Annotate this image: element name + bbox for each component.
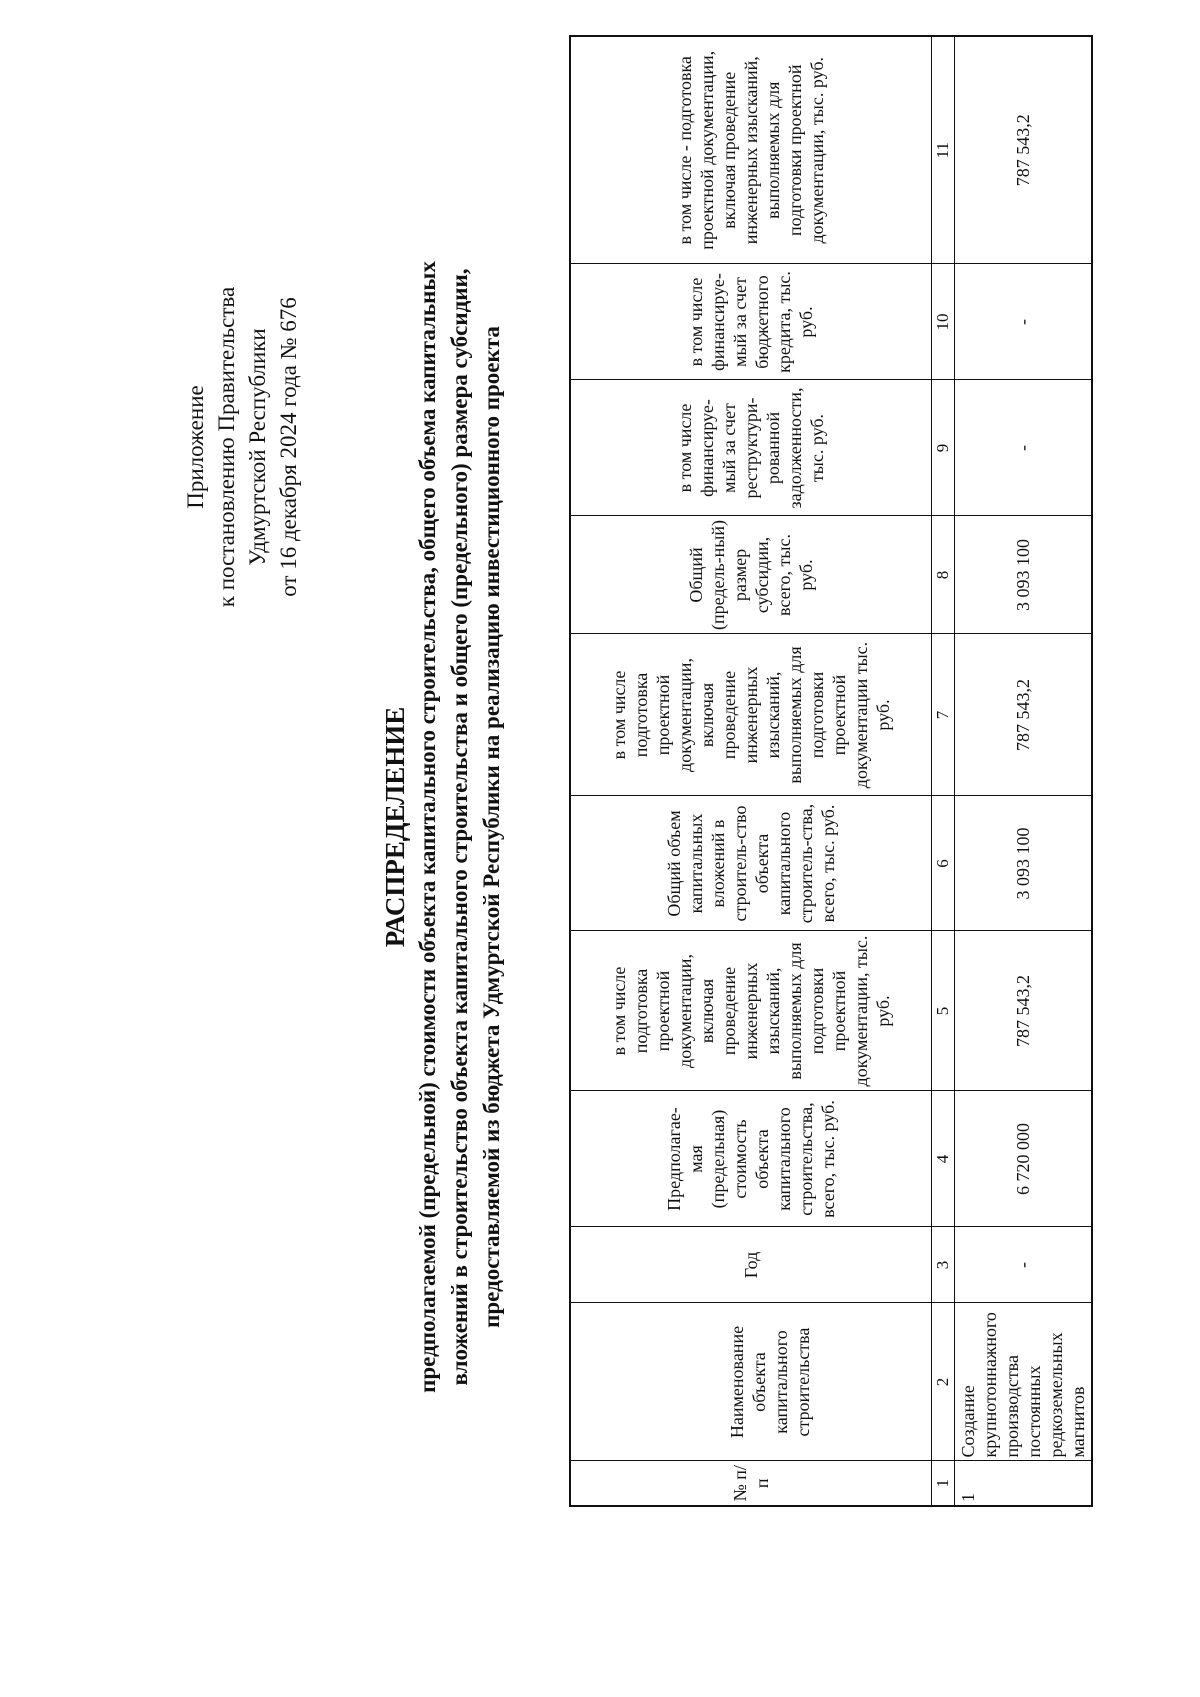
cell-investment-design: 787 543,2 (955, 634, 1093, 796)
header-cell-subsidy-total: Общий (предель-ный) размер субсидии, всего, тыс. руб. (570, 516, 932, 634)
appendix-line: от 16 декабря 2024 года № 676 (276, 297, 301, 597)
column-number: 9 (932, 380, 955, 516)
cell-cost-total: 6 720 000 (955, 1091, 1093, 1227)
cell-subsidy-design: 787 543,2 (955, 36, 1093, 264)
header-cell-subsidy-restructured: в том числе финансируе-мый за счет реструктури-рованной задолженности, тыс. руб. (570, 380, 932, 516)
header-cell-cost-total: Предполагае-мая (предельная) стоимость объекта капитального строительства, всего, тыс. руб. (570, 1091, 932, 1227)
appendix-block (180, 197, 304, 697)
header-cell-year: Год (570, 1227, 932, 1303)
column-number: 7 (932, 634, 955, 796)
document-title (378, 117, 508, 1537)
column-number-row (932, 36, 955, 1506)
column-number: 10 (932, 264, 955, 380)
cell-subsidy-credit: - (955, 264, 1093, 380)
column-number: 5 (932, 931, 955, 1091)
cell-num: 1 (955, 1461, 1093, 1506)
header-cell-num: № п/п (570, 1461, 932, 1506)
appendix-line: Приложение (183, 385, 208, 509)
cell-subsidy-total: 3 093 100 (955, 516, 1093, 634)
cell-year: - (955, 1227, 1093, 1303)
cell-cost-design: 787 543,2 (955, 931, 1093, 1091)
title-line: предоставляемой из бюджета Удмуртской Республики на реализацию инвестиционного проекта (479, 326, 504, 1328)
title-line: предполагаемой (предельной) стоимости объекта капитального строительства, общего объема капитальных (415, 261, 440, 1393)
cell-subsidy-restructured: - (955, 380, 1093, 516)
header-row (570, 36, 932, 1506)
title-line: вложений в строительство объекта капитального строительства и общего (предельного) размера субсидии, (447, 268, 472, 1386)
column-number: 1 (932, 1461, 955, 1506)
column-number: 6 (932, 796, 955, 931)
title-heading: РАСПРЕДЕЛЕНИЕ (380, 706, 410, 948)
table-row (955, 36, 1093, 1506)
appendix-line: к постановлению Правительства (214, 286, 239, 608)
column-number: 8 (932, 516, 955, 634)
column-number: 3 (932, 1227, 955, 1303)
header-cell-subsidy-design: в том числе - подготовка проектной документации, включая проведение инженерных изысканий, выполняемых для подготовки проектной документации, тыс. руб. (570, 36, 932, 264)
header-cell-investment-design: в том числе подготовка проектной документации, включая проведение инженерных изысканий, выполняемых для подготовки проектной документации тыс. руб. (570, 634, 932, 796)
column-number: 2 (932, 1303, 955, 1461)
header-cell-name: Наименование объекта капитального строительства (570, 1303, 932, 1461)
distribution-table (569, 35, 1093, 1507)
appendix-line: Удмуртской Республики (245, 328, 270, 566)
header-cell-subsidy-credit: в том числе финансируе-мый за счет бюджетного кредита, тыс. руб. (570, 264, 932, 380)
header-cell-cost-design: в том числе подготовка проектной документации, включая проведение инженерных изысканий, выполняемых для подготовки проектной документации, тыс. руб. (570, 931, 932, 1091)
column-number: 4 (932, 1091, 955, 1227)
header-cell-investment-total: Общий объем капитальных вложений в строитель-ство объекта капитального строитель-ства, всего, тыс. руб. (570, 796, 932, 931)
cell-name: Создание крупнотоннажного производства постоянных редкоземельных магнитов (955, 1303, 1093, 1461)
column-number: 11 (932, 36, 955, 264)
cell-investment-total: 3 093 100 (955, 796, 1093, 931)
